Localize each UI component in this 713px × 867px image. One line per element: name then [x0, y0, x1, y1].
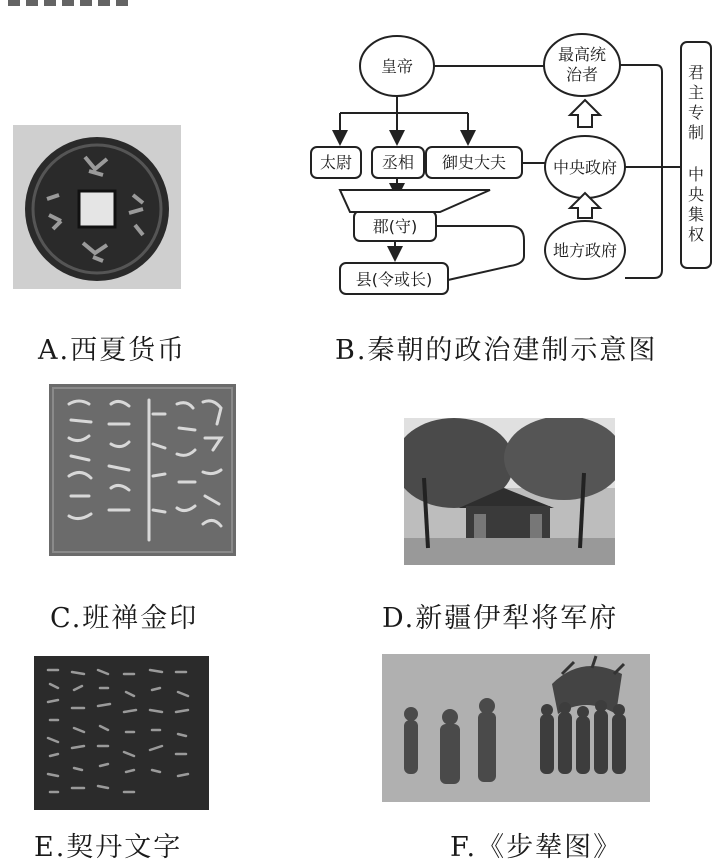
label-jun: 郡(守) [372, 217, 418, 236]
caption-b: B.秦朝的政治建制示意图 [335, 335, 658, 366]
qin-political-diagram [300, 30, 713, 298]
label-supreme-2: 治者 [565, 65, 599, 84]
label-supreme-1: 最高统 [557, 45, 607, 64]
label-emperor: 皇帝 [380, 57, 414, 76]
bunian-tu-painting [382, 654, 650, 802]
svg-text:制: 制 [687, 123, 705, 142]
svg-text:权: 权 [687, 225, 705, 244]
svg-text:央: 央 [687, 185, 705, 204]
caption-a: A.西夏货币 [38, 335, 187, 366]
label-central: 中央政府 [552, 158, 618, 177]
svg-text:中: 中 [687, 165, 705, 184]
svg-text:专: 专 [687, 103, 705, 122]
khitan-script-photo [34, 656, 209, 810]
label-chengxiang: 丞相 [381, 153, 415, 172]
svg-text:主: 主 [687, 83, 705, 102]
seal-photo [49, 384, 236, 556]
coin-photo [13, 125, 181, 289]
label-yushi: 御史大夫 [441, 153, 507, 172]
caption-f: F.《步辇图》 [450, 832, 623, 863]
mansion-photo [404, 418, 615, 565]
caption-c: C.班禅金印 [50, 603, 199, 634]
label-xian: 县(令或长) [355, 270, 433, 289]
caption-d: D.新疆伊犁将军府 [382, 603, 619, 634]
top-crop-fragment [8, 0, 128, 6]
caption-e: E.契丹文字 [34, 832, 183, 863]
svg-text:君: 君 [687, 63, 705, 82]
svg-text:集: 集 [687, 205, 705, 224]
label-local: 地方政府 [552, 241, 618, 260]
label-taiwei: 太尉 [319, 153, 353, 172]
